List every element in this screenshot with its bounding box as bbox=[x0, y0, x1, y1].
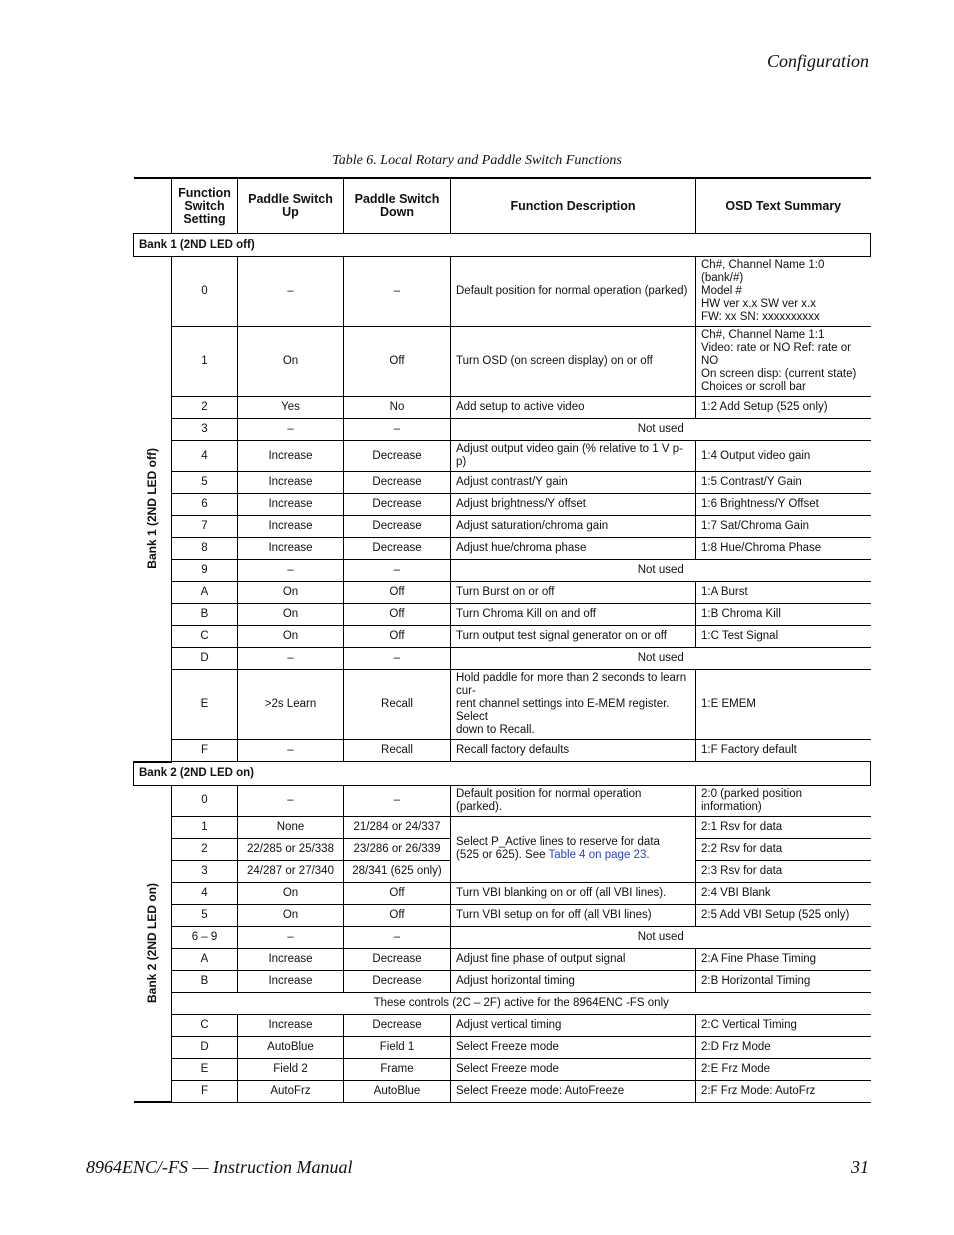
setting-cell: D bbox=[172, 1036, 238, 1058]
paddle-down-cell: Off bbox=[344, 582, 451, 604]
setting-cell: 1 bbox=[172, 327, 238, 397]
description-cell: Default position for normal operation (parked) bbox=[451, 257, 696, 327]
paddle-up-cell: Increase bbox=[238, 472, 344, 494]
paddle-up-cell: Field 2 bbox=[238, 1058, 344, 1080]
paddle-down-cell: Decrease bbox=[344, 516, 451, 538]
description-cell: Adjust output video gain (% relative to 1 V p-p) bbox=[451, 441, 696, 472]
page-header-title: Configuration bbox=[766, 51, 869, 71]
setting-cell: C bbox=[172, 626, 238, 648]
bank2-side-label: Bank 2 (2ND LED on) bbox=[144, 883, 159, 1004]
description-cell: Adjust fine phase of output signal bbox=[451, 948, 696, 970]
table-note-row bbox=[134, 992, 871, 1014]
paddle-down-cell: Off bbox=[344, 904, 451, 926]
table-row bbox=[134, 785, 871, 816]
paddle-down-cell: Off bbox=[344, 626, 451, 648]
paddle-up-cell: On bbox=[238, 327, 344, 397]
paddle-down-cell: – bbox=[344, 560, 451, 582]
switch-functions-table bbox=[133, 177, 871, 1103]
setting-cell: F bbox=[172, 1080, 238, 1102]
paddle-up-cell: AutoFrz bbox=[238, 1080, 344, 1102]
paddle-down-cell: Off bbox=[344, 327, 451, 397]
paddle-down-cell: Decrease bbox=[344, 948, 451, 970]
description-cell: Adjust horizontal timing bbox=[451, 970, 696, 992]
setting-cell: 4 bbox=[172, 882, 238, 904]
bank1-side-label: Bank 1 (2ND LED off) bbox=[144, 448, 159, 570]
setting-cell: E bbox=[172, 1058, 238, 1080]
not-used-cell: Not used bbox=[451, 560, 871, 582]
col-header-osd: OSD Text Summary bbox=[696, 178, 871, 234]
description-cell: Adjust hue/chroma phase bbox=[451, 538, 696, 560]
setting-cell: 0 bbox=[172, 257, 238, 327]
paddle-up-cell: Increase bbox=[238, 1014, 344, 1036]
table-header-row bbox=[134, 178, 871, 234]
setting-cell: 9 bbox=[172, 560, 238, 582]
paddle-up-cell: Increase bbox=[238, 516, 344, 538]
description-cell: Select Freeze mode bbox=[451, 1058, 696, 1080]
setting-cell: 7 bbox=[172, 516, 238, 538]
description-cell: Recall factory defaults bbox=[451, 740, 696, 762]
setting-cell: 8 bbox=[172, 538, 238, 560]
osd-cell: 2:F Frz Mode: AutoFrz bbox=[696, 1080, 871, 1102]
osd-cell: 1:C Test Signal bbox=[696, 626, 871, 648]
osd-cell: Ch#, Channel Name 1:1 Video: rate or NO Ref: rate or NO On screen disp: (current state) Choices or scroll bar bbox=[696, 327, 871, 397]
bank2-side-label-cell bbox=[134, 785, 172, 1102]
paddle-down-cell: Off bbox=[344, 604, 451, 626]
osd-cell: 2:E Frz Mode bbox=[696, 1058, 871, 1080]
table-row bbox=[134, 1014, 871, 1036]
paddle-down-cell: Decrease bbox=[344, 472, 451, 494]
bank1-header-label: Bank 1 (2ND LED off) bbox=[134, 234, 871, 257]
paddle-down-cell: Recall bbox=[344, 670, 451, 740]
col-header-paddle-down: Paddle Switch Down bbox=[344, 178, 451, 234]
header-blank-cell bbox=[134, 178, 172, 234]
description-cell: Default position for normal operation (parked). bbox=[451, 785, 696, 816]
table-row bbox=[134, 904, 871, 926]
osd-cell: 1:6 Brightness/Y Offset bbox=[696, 494, 871, 516]
setting-cell: 3 bbox=[172, 860, 238, 882]
osd-cell: 2:2 Rsv for data bbox=[696, 838, 871, 860]
osd-cell: 1:5 Contrast/Y Gain bbox=[696, 472, 871, 494]
setting-cell: 5 bbox=[172, 472, 238, 494]
setting-cell: D bbox=[172, 648, 238, 670]
paddle-down-cell: Off bbox=[344, 882, 451, 904]
osd-cell: 1:B Chroma Kill bbox=[696, 604, 871, 626]
setting-cell: 1 bbox=[172, 816, 238, 838]
table-row bbox=[134, 419, 871, 441]
osd-cell: 2:D Frz Mode bbox=[696, 1036, 871, 1058]
setting-cell: 5 bbox=[172, 904, 238, 926]
table-row bbox=[134, 670, 871, 740]
setting-cell: C bbox=[172, 1014, 238, 1036]
col-header-setting: Function Switch Setting bbox=[172, 178, 238, 234]
table-row bbox=[134, 1036, 871, 1058]
osd-cell: 2:B Horizontal Timing bbox=[696, 970, 871, 992]
table-row bbox=[134, 816, 871, 838]
paddle-up-cell: 24/287 or 27/340 bbox=[238, 860, 344, 882]
table-row bbox=[134, 538, 871, 560]
table-row bbox=[134, 582, 871, 604]
description-cell: Add setup to active video bbox=[451, 397, 696, 419]
table-caption: Table 6. Local Rotary and Paddle Switch Functions bbox=[332, 153, 622, 168]
setting-cell: 6 bbox=[172, 494, 238, 516]
paddle-up-cell: 22/285 or 25/338 bbox=[238, 838, 344, 860]
table-row bbox=[134, 970, 871, 992]
paddle-down-cell: No bbox=[344, 397, 451, 419]
bank1-side-label-cell bbox=[134, 257, 172, 762]
paddle-up-cell: AutoBlue bbox=[238, 1036, 344, 1058]
setting-cell: F bbox=[172, 740, 238, 762]
paddle-down-cell: Decrease bbox=[344, 970, 451, 992]
setting-cell: 3 bbox=[172, 419, 238, 441]
paddle-up-cell: None bbox=[238, 816, 344, 838]
paddle-down-cell: Decrease bbox=[344, 494, 451, 516]
paddle-down-cell: Decrease bbox=[344, 441, 451, 472]
setting-cell: B bbox=[172, 604, 238, 626]
osd-cell: 1:A Burst bbox=[696, 582, 871, 604]
paddle-up-cell: – bbox=[238, 560, 344, 582]
paddle-up-cell: On bbox=[238, 604, 344, 626]
osd-cell: 2:C Vertical Timing bbox=[696, 1014, 871, 1036]
osd-cell: 1:8 Hue/Chroma Phase bbox=[696, 538, 871, 560]
reserve-description-cell bbox=[451, 816, 696, 882]
setting-cell: 2 bbox=[172, 838, 238, 860]
paddle-down-cell: Decrease bbox=[344, 1014, 451, 1036]
paddle-down-cell: Recall bbox=[344, 740, 451, 762]
setting-cell: 0 bbox=[172, 785, 238, 816]
table-row bbox=[134, 494, 871, 516]
paddle-up-cell: – bbox=[238, 648, 344, 670]
setting-cell: A bbox=[172, 582, 238, 604]
table-row bbox=[134, 472, 871, 494]
paddle-down-cell: – bbox=[344, 785, 451, 816]
bank2-header-label: Bank 2 (2ND LED on) bbox=[134, 762, 871, 786]
osd-cell: 2:5 Add VBI Setup (525 only) bbox=[696, 904, 871, 926]
description-cell: Turn OSD (on screen display) on or off bbox=[451, 327, 696, 397]
table-row bbox=[134, 626, 871, 648]
osd-cell: 1:E EMEM bbox=[696, 670, 871, 740]
setting-cell: E bbox=[172, 670, 238, 740]
paddle-up-cell: – bbox=[238, 785, 344, 816]
table-4-link[interactable]: Table 4 on page 23 bbox=[548, 849, 647, 861]
setting-cell: B bbox=[172, 970, 238, 992]
paddle-down-cell: Decrease bbox=[344, 538, 451, 560]
table-row bbox=[134, 1080, 871, 1102]
osd-cell: 2:A Fine Phase Timing bbox=[696, 948, 871, 970]
paddle-up-cell: On bbox=[238, 904, 344, 926]
paddle-down-cell: 23/286 or 26/339 bbox=[344, 838, 451, 860]
not-used-cell: Not used bbox=[451, 926, 871, 948]
paddle-down-cell: Field 1 bbox=[344, 1036, 451, 1058]
osd-cell: 1:7 Sat/Chroma Gain bbox=[696, 516, 871, 538]
setting-cell: 4 bbox=[172, 441, 238, 472]
not-used-cell: Not used bbox=[451, 648, 871, 670]
fs-only-note: These controls (2C – 2F) active for the 8964ENC -FS only bbox=[172, 992, 871, 1014]
paddle-up-cell: On bbox=[238, 882, 344, 904]
paddle-up-cell: >2s Learn bbox=[238, 670, 344, 740]
setting-cell: 6 – 9 bbox=[172, 926, 238, 948]
description-cell: Turn output test signal generator on or off bbox=[451, 626, 696, 648]
paddle-up-cell: Increase bbox=[238, 494, 344, 516]
paddle-up-cell: Increase bbox=[238, 538, 344, 560]
bank2-header-row bbox=[134, 762, 871, 786]
not-used-cell: Not used bbox=[451, 419, 871, 441]
table-row bbox=[134, 441, 871, 472]
osd-cell: 1:F Factory default bbox=[696, 740, 871, 762]
description-cell: Adjust brightness/Y offset bbox=[451, 494, 696, 516]
paddle-down-cell: 28/341 (625 only) bbox=[344, 860, 451, 882]
table-row bbox=[134, 740, 871, 762]
description-cell: Hold paddle for more than 2 seconds to learn cur- rent channel settings into E-MEM register. Select down to Recall. bbox=[451, 670, 696, 740]
col-header-paddle-up: Paddle Switch Up bbox=[238, 178, 344, 234]
description-cell: Select Freeze mode bbox=[451, 1036, 696, 1058]
table-row bbox=[134, 948, 871, 970]
osd-cell: 2:3 Rsv for data bbox=[696, 860, 871, 882]
description-cell: Select Freeze mode: AutoFreeze bbox=[451, 1080, 696, 1102]
table-row bbox=[134, 604, 871, 626]
reserve-description-end: . bbox=[646, 849, 650, 861]
osd-cell: 2:1 Rsv for data bbox=[696, 816, 871, 838]
setting-cell: A bbox=[172, 948, 238, 970]
description-cell: Turn VBI blanking on or off (all VBI lines). bbox=[451, 882, 696, 904]
paddle-up-cell: Increase bbox=[238, 441, 344, 472]
description-cell: Adjust vertical timing bbox=[451, 1014, 696, 1036]
osd-cell: 1:2 Add Setup (525 only) bbox=[696, 397, 871, 419]
description-cell: Turn VBI setup on for off (all VBI lines) bbox=[451, 904, 696, 926]
footer-manual-title: 8964ENC/-FS — Instruction Manual bbox=[86, 1157, 353, 1177]
bank1-header-row bbox=[134, 234, 871, 257]
reserve-description-text: Select P_Active lines to reserve for data (525 or 625). See bbox=[456, 836, 660, 861]
footer-page-number: 31 bbox=[851, 1157, 869, 1177]
paddle-down-cell: Frame bbox=[344, 1058, 451, 1080]
setting-cell: 2 bbox=[172, 397, 238, 419]
table-row bbox=[134, 882, 871, 904]
paddle-down-cell: 21/284 or 24/337 bbox=[344, 816, 451, 838]
osd-cell: 1:4 Output video gain bbox=[696, 441, 871, 472]
description-cell: Adjust contrast/Y gain bbox=[451, 472, 696, 494]
col-header-description: Function Description bbox=[451, 178, 696, 234]
table-row bbox=[134, 560, 871, 582]
table-row bbox=[134, 516, 871, 538]
paddle-down-cell: AutoBlue bbox=[344, 1080, 451, 1102]
table-row bbox=[134, 926, 871, 948]
paddle-up-cell: On bbox=[238, 626, 344, 648]
paddle-up-cell: Increase bbox=[238, 948, 344, 970]
paddle-up-cell: On bbox=[238, 582, 344, 604]
osd-cell: Ch#, Channel Name 1:0 (bank/#) Model # HW ver x.x SW ver x.x FW: xx SN: xxxxxxxxxx bbox=[696, 257, 871, 327]
table-row bbox=[134, 397, 871, 419]
description-cell: Turn Chroma Kill on and off bbox=[451, 604, 696, 626]
paddle-up-cell: – bbox=[238, 419, 344, 441]
paddle-up-cell: Yes bbox=[238, 397, 344, 419]
table-row bbox=[134, 648, 871, 670]
paddle-down-cell: – bbox=[344, 648, 451, 670]
table-row bbox=[134, 1058, 871, 1080]
paddle-up-cell: – bbox=[238, 257, 344, 327]
paddle-down-cell: – bbox=[344, 419, 451, 441]
table-row bbox=[134, 327, 871, 397]
osd-cell: 2:4 VBI Blank bbox=[696, 882, 871, 904]
description-cell: Turn Burst on or off bbox=[451, 582, 696, 604]
paddle-up-cell: – bbox=[238, 740, 344, 762]
paddle-up-cell: Increase bbox=[238, 970, 344, 992]
paddle-down-cell: – bbox=[344, 257, 451, 327]
table-row bbox=[134, 257, 871, 327]
paddle-up-cell: – bbox=[238, 926, 344, 948]
description-cell: Adjust saturation/chroma gain bbox=[451, 516, 696, 538]
osd-cell: 2:0 (parked position information) bbox=[696, 785, 871, 816]
paddle-down-cell: – bbox=[344, 926, 451, 948]
